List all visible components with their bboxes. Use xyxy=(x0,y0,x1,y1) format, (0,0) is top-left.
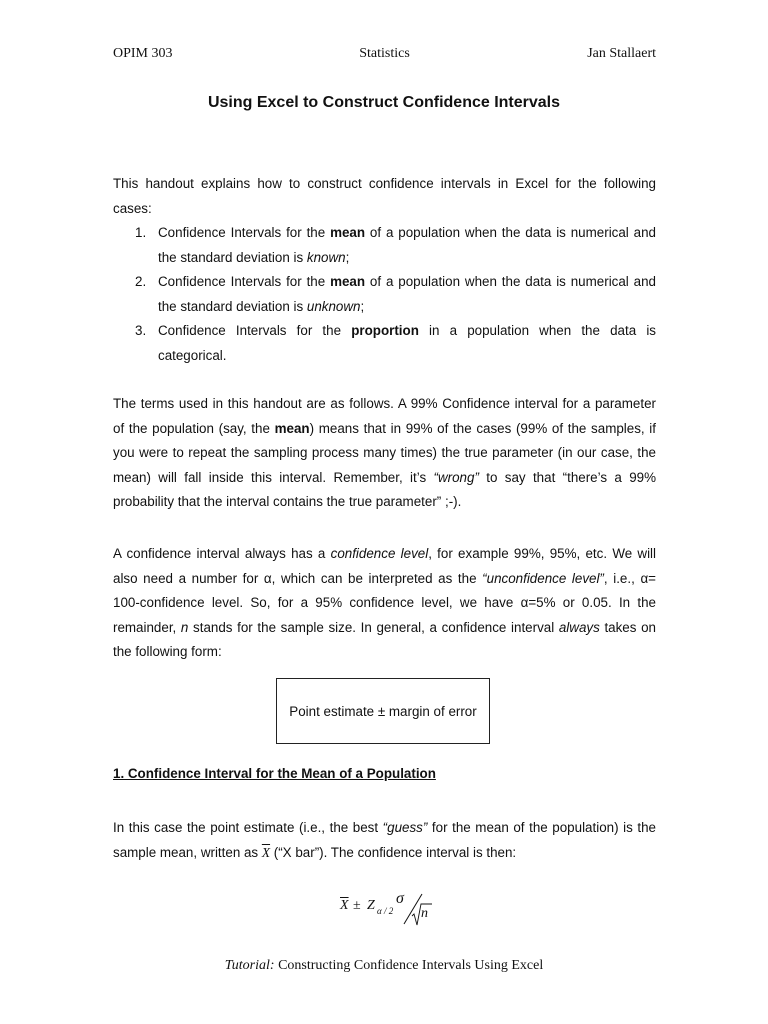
italic-run: “unconfidence level” xyxy=(482,570,604,586)
formula-box-text: Point estimate ± margin of error xyxy=(289,703,477,719)
list-item-number: 3. xyxy=(135,323,147,338)
page-footer xyxy=(0,958,768,974)
italic-run: confidence level xyxy=(330,546,429,561)
formula-z: Z xyxy=(367,898,375,913)
page-header xyxy=(113,46,656,66)
header-subject: Statistics xyxy=(359,46,410,61)
section-heading: 1. Confidence Interval for the Mean of a Population xyxy=(113,766,436,781)
formula-sigma: σ xyxy=(396,890,404,907)
list-item-text: Confidence Intervals for the xyxy=(158,323,352,338)
list-item xyxy=(113,270,656,319)
text-run: , i.e., α= 100-confidence level. So, for a 95% confidence level, we have α=5% or 0.05. In the remainder, xyxy=(113,570,656,635)
list-item xyxy=(113,319,656,368)
terms-paragraph xyxy=(113,392,656,515)
document-title: Using Excel to Construct Confidence Intervals xyxy=(207,94,561,111)
list-item-text: of a population when the data is numerical and the standard deviation is xyxy=(158,274,656,314)
list-item-number: 1. xyxy=(135,225,147,240)
formula-plus-minus: ± xyxy=(353,898,361,913)
list-item-text: in a population when the data is categorical. xyxy=(158,323,656,363)
list-item-bold: mean xyxy=(330,274,366,289)
formula-box xyxy=(276,678,490,744)
text-run: A confidence interval always has a xyxy=(113,546,331,561)
list-item-text: Confidence Intervals for the xyxy=(158,225,331,240)
confidence-interval-formula xyxy=(340,890,440,930)
list-item-text: ; xyxy=(360,298,365,314)
list-item-bold: proportion xyxy=(351,323,419,338)
italic-run: always xyxy=(558,619,600,635)
cases-list xyxy=(113,221,656,368)
intro-paragraph: This handout explains how to construct confidence intervals in Excel for the following cases: xyxy=(113,176,656,216)
formula-xbar: $\overline{X}$ xyxy=(340,898,349,913)
list-item-text: Confidence Intervals for the xyxy=(158,274,331,289)
list-item-number: 2. xyxy=(135,274,147,289)
text-run: In this case the point estimate (i.e., the best xyxy=(113,820,383,835)
list-item-text: of a population when the data is numerical and the standard deviation is xyxy=(158,225,656,265)
point-estimate-paragraph xyxy=(113,816,656,865)
italic-run: n xyxy=(180,619,189,635)
text-run: takes on the following form: xyxy=(113,619,656,659)
list-item-bold: mean xyxy=(330,225,366,240)
list-item xyxy=(113,221,656,270)
text-run: (“X bar”). The confidence interval is then: xyxy=(270,844,517,860)
footer-label: Tutorial: xyxy=(224,958,275,973)
footer-text: Constructing Confidence Intervals Using Excel xyxy=(274,958,544,973)
text-run: to say that “there’s a 99% probability that the interval contains the true parameter” ;-). xyxy=(113,469,656,509)
bold-run: mean xyxy=(274,420,310,436)
italic-run: “wrong” xyxy=(433,469,479,485)
text-run: , for example 99%, 95%, etc. We will also need a number for α, which can be interpreted as the xyxy=(113,546,657,586)
xbar-symbol: $\overline{X}$ xyxy=(261,844,271,860)
text-run: for the mean of the population) is the sample mean, written as xyxy=(113,820,656,860)
text-run: The terms used in this handout are as follows. A 99% Confidence interval for a parameter of the population (say, the xyxy=(113,396,656,436)
list-item-italic: unknown xyxy=(306,298,361,314)
formula-subscript: α / 2 xyxy=(377,906,394,916)
formula-n: n xyxy=(421,906,428,921)
header-author: Jan Stallaert xyxy=(587,46,656,61)
header-course: OPIM 303 xyxy=(113,46,173,61)
list-item-italic: known xyxy=(306,249,346,265)
italic-run: “guess” xyxy=(382,820,428,835)
confidence-level-paragraph xyxy=(113,542,656,665)
text-run: stands for the sample size. In general, a confidence interval xyxy=(188,619,559,635)
text-run: ) means that in 99% of the cases (99% of the samples, if you were to repeat the sampling process many times) the true parameter (in our case, the mean) will fall inside this interval. Remember, it’s xyxy=(113,420,657,485)
list-item-text: ; xyxy=(345,249,350,265)
